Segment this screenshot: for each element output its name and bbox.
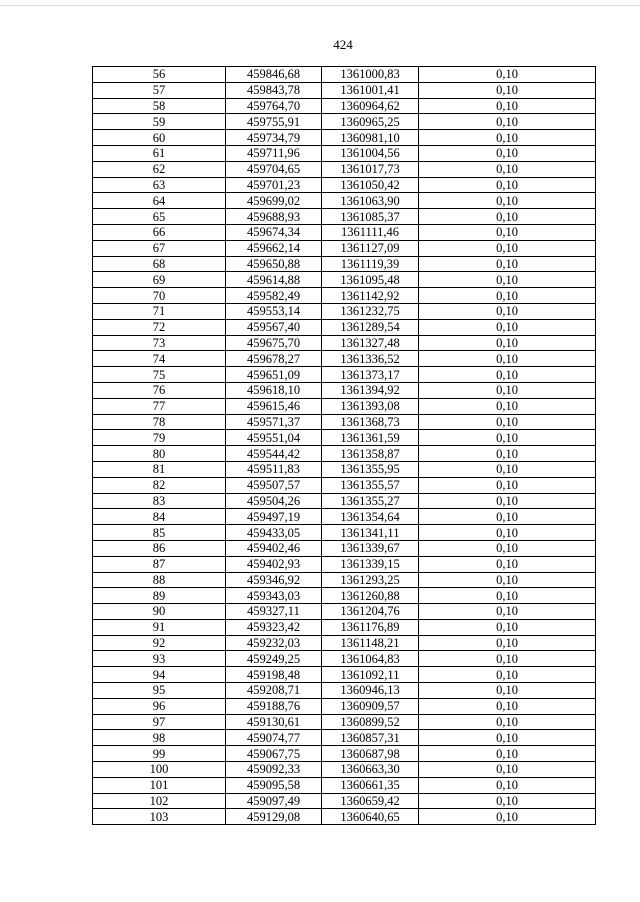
point-number-cell: 90 <box>93 604 226 620</box>
y-coordinate-cell: 1361063,90 <box>322 193 419 209</box>
accuracy-cell: 0,10 <box>419 509 596 525</box>
point-number-cell: 65 <box>93 209 226 225</box>
point-number-cell: 58 <box>93 98 226 114</box>
table-row <box>93 272 596 288</box>
point-number-cell: 56 <box>93 67 226 83</box>
accuracy-cell: 0,10 <box>419 604 596 620</box>
y-coordinate-cell: 1361001,41 <box>322 82 419 98</box>
accuracy-cell: 0,10 <box>419 130 596 146</box>
accuracy-cell: 0,10 <box>419 714 596 730</box>
point-number-cell: 103 <box>93 809 226 825</box>
x-coordinate-cell: 459544,42 <box>226 446 322 462</box>
accuracy-cell: 0,10 <box>419 145 596 161</box>
y-coordinate-cell: 1360640,65 <box>322 809 419 825</box>
accuracy-cell: 0,10 <box>419 446 596 462</box>
y-coordinate-cell: 1361127,09 <box>322 240 419 256</box>
table-row <box>93 161 596 177</box>
point-number-cell: 80 <box>93 446 226 462</box>
point-number-cell: 81 <box>93 461 226 477</box>
point-number-cell: 91 <box>93 619 226 635</box>
point-number-cell: 78 <box>93 414 226 430</box>
y-coordinate-cell: 1361017,73 <box>322 161 419 177</box>
y-coordinate-cell: 1361289,54 <box>322 319 419 335</box>
point-number-cell: 97 <box>93 714 226 730</box>
y-coordinate-cell: 1361394,92 <box>322 382 419 398</box>
table-row <box>93 67 596 83</box>
y-coordinate-cell: 1361119,39 <box>322 256 419 272</box>
x-coordinate-cell: 459130,61 <box>226 714 322 730</box>
y-coordinate-cell: 1361000,83 <box>322 67 419 83</box>
y-coordinate-cell: 1360687,98 <box>322 746 419 762</box>
table-row <box>93 635 596 651</box>
accuracy-cell: 0,10 <box>419 698 596 714</box>
accuracy-cell: 0,10 <box>419 114 596 130</box>
y-coordinate-cell: 1361176,89 <box>322 619 419 635</box>
accuracy-cell: 0,10 <box>419 351 596 367</box>
x-coordinate-cell: 459511,83 <box>226 461 322 477</box>
x-coordinate-cell: 459074,77 <box>226 730 322 746</box>
accuracy-cell: 0,10 <box>419 667 596 683</box>
table-row <box>93 145 596 161</box>
accuracy-cell: 0,10 <box>419 67 596 83</box>
accuracy-cell: 0,10 <box>419 272 596 288</box>
accuracy-cell: 0,10 <box>419 288 596 304</box>
point-number-cell: 57 <box>93 82 226 98</box>
page-number: 424 <box>333 37 353 52</box>
table-row <box>93 240 596 256</box>
point-number-cell: 95 <box>93 683 226 699</box>
x-coordinate-cell: 459504,26 <box>226 493 322 509</box>
accuracy-cell: 0,10 <box>419 209 596 225</box>
x-coordinate-cell: 459198,48 <box>226 667 322 683</box>
y-coordinate-cell: 1361092,11 <box>322 667 419 683</box>
table-row <box>93 730 596 746</box>
table-row <box>93 667 596 683</box>
table-row <box>93 461 596 477</box>
table-row <box>93 762 596 778</box>
table-row <box>93 82 596 98</box>
x-coordinate-cell: 459507,57 <box>226 477 322 493</box>
accuracy-cell: 0,10 <box>419 224 596 240</box>
x-coordinate-cell: 459651,09 <box>226 367 322 383</box>
table-row <box>93 98 596 114</box>
table-row <box>93 477 596 493</box>
x-coordinate-cell: 459208,71 <box>226 683 322 699</box>
table-row <box>93 619 596 635</box>
x-coordinate-cell: 459433,05 <box>226 525 322 541</box>
table-row <box>93 509 596 525</box>
table-row <box>93 303 596 319</box>
coordinates-table <box>92 66 596 825</box>
accuracy-cell: 0,10 <box>419 809 596 825</box>
point-number-cell: 85 <box>93 525 226 541</box>
x-coordinate-cell: 459129,08 <box>226 809 322 825</box>
accuracy-cell: 0,10 <box>419 367 596 383</box>
table-row <box>93 224 596 240</box>
x-coordinate-cell: 459232,03 <box>226 635 322 651</box>
point-number-cell: 82 <box>93 477 226 493</box>
table-row <box>93 288 596 304</box>
x-coordinate-cell: 459678,27 <box>226 351 322 367</box>
y-coordinate-cell: 1361142,92 <box>322 288 419 304</box>
x-coordinate-cell: 459764,70 <box>226 98 322 114</box>
point-number-cell: 76 <box>93 382 226 398</box>
x-coordinate-cell: 459843,78 <box>226 82 322 98</box>
x-coordinate-cell: 459704,65 <box>226 161 322 177</box>
y-coordinate-cell: 1360965,25 <box>322 114 419 130</box>
x-coordinate-cell: 459755,91 <box>226 114 322 130</box>
y-coordinate-cell: 1360946,13 <box>322 683 419 699</box>
accuracy-cell: 0,10 <box>419 556 596 572</box>
accuracy-cell: 0,10 <box>419 177 596 193</box>
point-number-cell: 92 <box>93 635 226 651</box>
point-number-cell: 77 <box>93 398 226 414</box>
y-coordinate-cell: 1360663,30 <box>322 762 419 778</box>
x-coordinate-cell: 459701,23 <box>226 177 322 193</box>
point-number-cell: 64 <box>93 193 226 209</box>
y-coordinate-cell: 1360909,57 <box>322 698 419 714</box>
top-border-line <box>0 5 640 6</box>
point-number-cell: 68 <box>93 256 226 272</box>
point-number-cell: 98 <box>93 730 226 746</box>
point-number-cell: 74 <box>93 351 226 367</box>
point-number-cell: 94 <box>93 667 226 683</box>
y-coordinate-cell: 1361232,75 <box>322 303 419 319</box>
accuracy-cell: 0,10 <box>419 525 596 541</box>
table-row <box>93 588 596 604</box>
accuracy-cell: 0,10 <box>419 161 596 177</box>
accuracy-cell: 0,10 <box>419 730 596 746</box>
accuracy-cell: 0,10 <box>419 619 596 635</box>
point-number-cell: 59 <box>93 114 226 130</box>
point-number-cell: 79 <box>93 430 226 446</box>
y-coordinate-cell: 1361111,46 <box>322 224 419 240</box>
table-row <box>93 556 596 572</box>
accuracy-cell: 0,10 <box>419 746 596 762</box>
y-coordinate-cell: 1360899,52 <box>322 714 419 730</box>
x-coordinate-cell: 459614,88 <box>226 272 322 288</box>
x-coordinate-cell: 459675,70 <box>226 335 322 351</box>
point-number-cell: 99 <box>93 746 226 762</box>
x-coordinate-cell: 459571,37 <box>226 414 322 430</box>
table-row <box>93 114 596 130</box>
x-coordinate-cell: 459497,19 <box>226 509 322 525</box>
accuracy-cell: 0,10 <box>419 683 596 699</box>
table-row <box>93 651 596 667</box>
x-coordinate-cell: 459615,46 <box>226 398 322 414</box>
x-coordinate-cell: 459688,93 <box>226 209 322 225</box>
y-coordinate-cell: 1361095,48 <box>322 272 419 288</box>
x-coordinate-cell: 459249,25 <box>226 651 322 667</box>
table-row <box>93 540 596 556</box>
accuracy-cell: 0,10 <box>419 335 596 351</box>
accuracy-cell: 0,10 <box>419 762 596 778</box>
point-number-cell: 66 <box>93 224 226 240</box>
x-coordinate-cell: 459674,34 <box>226 224 322 240</box>
x-coordinate-cell: 459553,14 <box>226 303 322 319</box>
x-coordinate-cell: 459092,33 <box>226 762 322 778</box>
x-coordinate-cell: 459402,93 <box>226 556 322 572</box>
point-number-cell: 60 <box>93 130 226 146</box>
x-coordinate-cell: 459188,76 <box>226 698 322 714</box>
point-number-cell: 70 <box>93 288 226 304</box>
point-number-cell: 69 <box>93 272 226 288</box>
x-coordinate-cell: 459095,58 <box>226 777 322 793</box>
point-number-cell: 101 <box>93 777 226 793</box>
table-row <box>93 398 596 414</box>
accuracy-cell: 0,10 <box>419 303 596 319</box>
point-number-cell: 63 <box>93 177 226 193</box>
x-coordinate-cell: 459567,40 <box>226 319 322 335</box>
y-coordinate-cell: 1361004,56 <box>322 145 419 161</box>
table-row <box>93 430 596 446</box>
y-coordinate-cell: 1361064,83 <box>322 651 419 667</box>
point-number-cell: 72 <box>93 319 226 335</box>
point-number-cell: 88 <box>93 572 226 588</box>
point-number-cell: 86 <box>93 540 226 556</box>
table-row <box>93 777 596 793</box>
accuracy-cell: 0,10 <box>419 414 596 430</box>
point-number-cell: 75 <box>93 367 226 383</box>
point-number-cell: 73 <box>93 335 226 351</box>
point-number-cell: 93 <box>93 651 226 667</box>
y-coordinate-cell: 1360857,31 <box>322 730 419 746</box>
x-coordinate-cell: 459346,92 <box>226 572 322 588</box>
x-coordinate-cell: 459582,49 <box>226 288 322 304</box>
point-number-cell: 67 <box>93 240 226 256</box>
y-coordinate-cell: 1361050,42 <box>322 177 419 193</box>
y-coordinate-cell: 1361355,95 <box>322 461 419 477</box>
accuracy-cell: 0,10 <box>419 588 596 604</box>
x-coordinate-cell: 459618,10 <box>226 382 322 398</box>
accuracy-cell: 0,10 <box>419 477 596 493</box>
accuracy-cell: 0,10 <box>419 240 596 256</box>
y-coordinate-cell: 1361085,37 <box>322 209 419 225</box>
point-number-cell: 83 <box>93 493 226 509</box>
point-number-cell: 71 <box>93 303 226 319</box>
table-row <box>93 130 596 146</box>
accuracy-cell: 0,10 <box>419 82 596 98</box>
y-coordinate-cell: 1361393,08 <box>322 398 419 414</box>
accuracy-cell: 0,10 <box>419 493 596 509</box>
accuracy-cell: 0,10 <box>419 256 596 272</box>
y-coordinate-cell: 1360981,10 <box>322 130 419 146</box>
y-coordinate-cell: 1361339,67 <box>322 540 419 556</box>
accuracy-cell: 0,10 <box>419 398 596 414</box>
table-row <box>93 367 596 383</box>
table-row <box>93 572 596 588</box>
table-row <box>93 177 596 193</box>
accuracy-cell: 0,10 <box>419 572 596 588</box>
point-number-cell: 61 <box>93 145 226 161</box>
x-coordinate-cell: 459711,96 <box>226 145 322 161</box>
x-coordinate-cell: 459734,79 <box>226 130 322 146</box>
accuracy-cell: 0,10 <box>419 461 596 477</box>
y-coordinate-cell: 1361361,59 <box>322 430 419 446</box>
point-number-cell: 102 <box>93 793 226 809</box>
x-coordinate-cell: 459650,88 <box>226 256 322 272</box>
table-row <box>93 414 596 430</box>
accuracy-cell: 0,10 <box>419 319 596 335</box>
accuracy-cell: 0,10 <box>419 793 596 809</box>
y-coordinate-cell: 1361373,17 <box>322 367 419 383</box>
y-coordinate-cell: 1361293,25 <box>322 572 419 588</box>
point-number-cell: 100 <box>93 762 226 778</box>
table-row <box>93 193 596 209</box>
table-row <box>93 335 596 351</box>
table-row <box>93 209 596 225</box>
table-row <box>93 809 596 825</box>
point-number-cell: 89 <box>93 588 226 604</box>
table-row <box>93 683 596 699</box>
y-coordinate-cell: 1360661,35 <box>322 777 419 793</box>
y-coordinate-cell: 1361355,57 <box>322 477 419 493</box>
y-coordinate-cell: 1361341,11 <box>322 525 419 541</box>
y-coordinate-cell: 1361368,73 <box>322 414 419 430</box>
y-coordinate-cell: 1361355,27 <box>322 493 419 509</box>
x-coordinate-cell: 459343,03 <box>226 588 322 604</box>
x-coordinate-cell: 459323,42 <box>226 619 322 635</box>
table-row <box>93 382 596 398</box>
table-row <box>93 525 596 541</box>
accuracy-cell: 0,10 <box>419 193 596 209</box>
table-row <box>93 746 596 762</box>
accuracy-cell: 0,10 <box>419 635 596 651</box>
y-coordinate-cell: 1360659,42 <box>322 793 419 809</box>
point-number-cell: 96 <box>93 698 226 714</box>
y-coordinate-cell: 1361260,88 <box>322 588 419 604</box>
accuracy-cell: 0,10 <box>419 540 596 556</box>
x-coordinate-cell: 459846,68 <box>226 67 322 83</box>
y-coordinate-cell: 1361336,52 <box>322 351 419 367</box>
x-coordinate-cell: 459662,14 <box>226 240 322 256</box>
table-row <box>93 446 596 462</box>
accuracy-cell: 0,10 <box>419 651 596 667</box>
table-row <box>93 351 596 367</box>
accuracy-cell: 0,10 <box>419 430 596 446</box>
table-row <box>93 714 596 730</box>
table-row <box>93 493 596 509</box>
y-coordinate-cell: 1361148,21 <box>322 635 419 651</box>
accuracy-cell: 0,10 <box>419 382 596 398</box>
y-coordinate-cell: 1361327,48 <box>322 335 419 351</box>
point-number-cell: 62 <box>93 161 226 177</box>
x-coordinate-cell: 459402,46 <box>226 540 322 556</box>
x-coordinate-cell: 459699,02 <box>226 193 322 209</box>
table-row <box>93 256 596 272</box>
y-coordinate-cell: 1361339,15 <box>322 556 419 572</box>
table-row <box>93 319 596 335</box>
y-coordinate-cell: 1361204,76 <box>322 604 419 620</box>
table-row <box>93 604 596 620</box>
accuracy-cell: 0,10 <box>419 777 596 793</box>
table-row <box>93 698 596 714</box>
x-coordinate-cell: 459067,75 <box>226 746 322 762</box>
x-coordinate-cell: 459551,04 <box>226 430 322 446</box>
table-row <box>93 793 596 809</box>
y-coordinate-cell: 1360964,62 <box>322 98 419 114</box>
coordinates-table-body <box>93 67 596 825</box>
point-number-cell: 87 <box>93 556 226 572</box>
y-coordinate-cell: 1361354,64 <box>322 509 419 525</box>
x-coordinate-cell: 459097,49 <box>226 793 322 809</box>
y-coordinate-cell: 1361358,87 <box>322 446 419 462</box>
accuracy-cell: 0,10 <box>419 98 596 114</box>
point-number-cell: 84 <box>93 509 226 525</box>
x-coordinate-cell: 459327,11 <box>226 604 322 620</box>
